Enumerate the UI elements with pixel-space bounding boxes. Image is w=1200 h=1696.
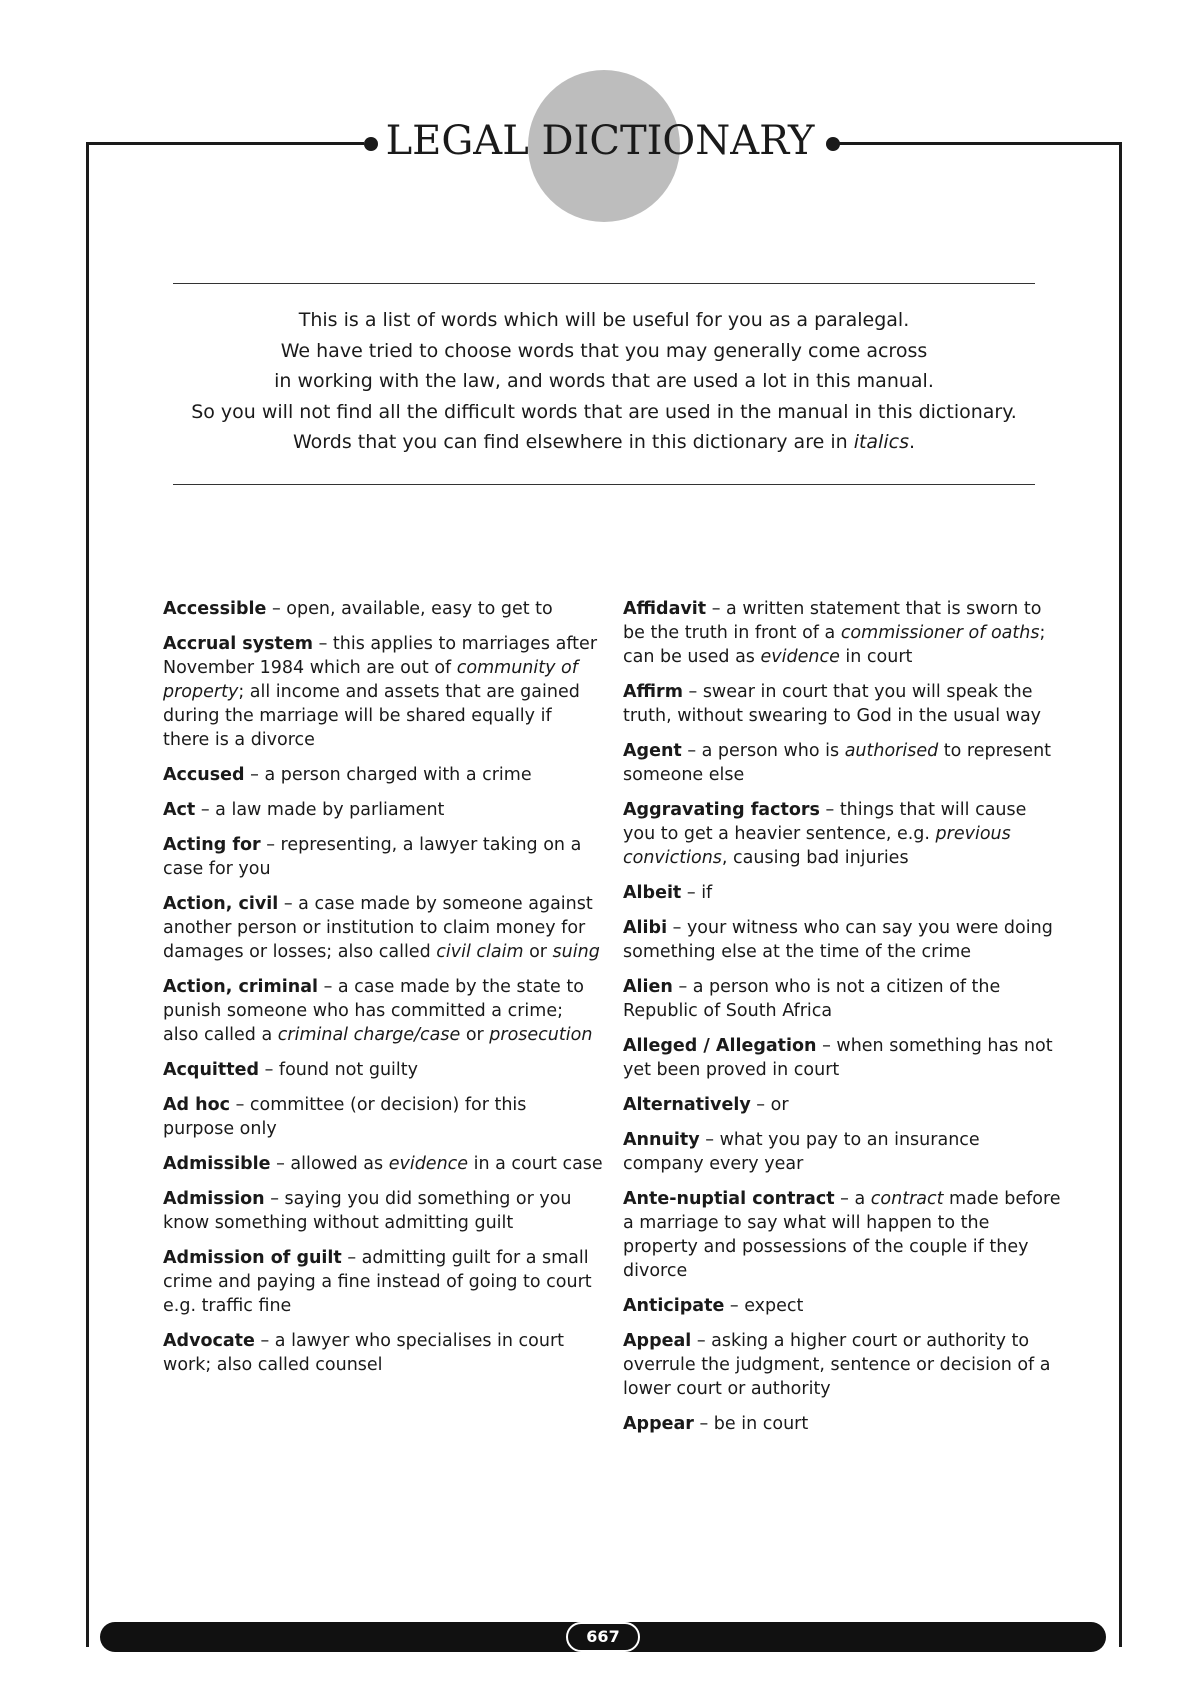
entry-definition: – a case made by the state to punish someone who has committed a crime; also called a — [163, 977, 584, 1045]
entry-term: Acquitted — [163, 1060, 260, 1080]
entry-definition: – committee (or decision) for this purpose only — [163, 1095, 527, 1139]
dictionary-entry — [623, 1329, 1063, 1401]
dictionary-entry — [623, 1412, 1063, 1436]
entry-term: Anticipate — [623, 1296, 725, 1316]
entry-definition: – allowed as — [270, 1154, 389, 1174]
intro-line: We have tried to choose words that you may generally come across — [280, 339, 928, 362]
dictionary-entry — [623, 916, 1063, 964]
entry-term: Alternatively — [623, 1095, 751, 1115]
entry-cross-reference: suing — [552, 942, 600, 962]
intro-bottom-rule — [173, 484, 1035, 485]
intro-paragraph — [150, 305, 1058, 458]
entry-definition: or — [460, 1025, 490, 1045]
entry-cross-reference: prosecution — [489, 1025, 593, 1045]
entry-definition: made before a marriage to say what will happen to the property and possessions of the couple if they divorce — [623, 1189, 1061, 1281]
frame-top-right-rule — [832, 142, 1122, 145]
entry-cross-reference: evidence — [388, 1154, 469, 1174]
bullet-dot-icon — [364, 137, 378, 151]
entry-term: Ante-nuptial contract — [623, 1189, 835, 1209]
entry-term: Alien — [623, 977, 673, 997]
entry-definition: – a law made by parliament — [195, 800, 445, 820]
page-number: 667 — [566, 1622, 640, 1652]
dictionary-entry — [163, 892, 603, 964]
entry-term: Alibi — [623, 918, 668, 938]
frame-right-rule — [1119, 142, 1122, 1647]
entry-definition: , causing bad injuries — [721, 848, 909, 868]
entry-definition: – open, available, easy to get to — [266, 599, 553, 619]
entry-term: Aggravating factors — [623, 800, 820, 820]
entry-term: Action, civil — [163, 894, 279, 914]
entry-term: Agent — [623, 741, 682, 761]
dictionary-column-left — [163, 597, 603, 1388]
dictionary-entry — [623, 1093, 1063, 1117]
entry-definition: – this applies to marriages after November 1984 which are out of — [163, 634, 598, 678]
entry-term: Accused — [163, 765, 245, 785]
entry-definition: – what you pay to an insurance company every year — [623, 1130, 980, 1174]
entry-definition: in a court case — [468, 1154, 603, 1174]
dictionary-entry — [163, 1246, 603, 1318]
dictionary-entry — [163, 632, 603, 752]
entry-definition: – swear in court that you will speak the truth, without swearing to God in the usual way — [623, 682, 1042, 726]
dictionary-entry — [163, 1187, 603, 1235]
entry-cross-reference: previous convictions — [623, 824, 1011, 868]
dictionary-entry — [623, 1128, 1063, 1176]
entry-definition: in court — [839, 647, 913, 667]
entry-definition: ; can be used as — [623, 623, 1046, 667]
entry-term: Admission — [163, 1189, 265, 1209]
entry-term: Advocate — [163, 1331, 255, 1351]
entry-definition: – a case made by someone against another person or institution to claim money for damages or losses; also called — [163, 894, 593, 962]
intro-line-text: Words that you can find elsewhere in this dictionary are in — [292, 431, 854, 453]
entry-term: Act — [163, 800, 196, 820]
entry-definition: or — [523, 942, 553, 962]
dictionary-entry — [623, 881, 1063, 905]
entry-definition: – a person who is not a citizen of the Republic of South Africa — [623, 977, 1001, 1021]
dictionary-entry — [623, 1187, 1063, 1283]
entry-term: Admissible — [163, 1154, 271, 1174]
intro-line: So you will not find all the difficult words that are used in the manual in this dictionary. — [191, 400, 1017, 423]
entry-definition: – asking a higher court or authority to overrule the judgment, sentence or decision of a lower court or authority — [623, 1331, 1051, 1399]
entry-term: Albeit — [623, 883, 682, 903]
entry-definition: – a person charged with a crime — [244, 765, 532, 785]
dictionary-column-right — [623, 597, 1063, 1447]
entry-cross-reference: contract — [870, 1189, 944, 1209]
entry-definition: – or — [750, 1095, 789, 1115]
entry-term: Ad hoc — [163, 1095, 231, 1115]
entry-term: Affirm — [623, 682, 683, 702]
dictionary-entry — [623, 680, 1063, 728]
intro-top-rule — [173, 283, 1035, 284]
entry-definition: – expect — [724, 1296, 804, 1316]
entry-definition: – a — [834, 1189, 871, 1209]
entry-definition: – when something has not yet been proved in court — [623, 1036, 1053, 1080]
dictionary-entry — [163, 1058, 603, 1082]
entry-cross-reference: criminal charge/case — [277, 1025, 461, 1045]
entry-definition: – found not guilty — [259, 1060, 418, 1080]
entry-cross-reference: authorised — [844, 741, 939, 761]
entry-term: Acting for — [163, 835, 261, 855]
entry-definition: – representing, a lawyer taking on a case for you — [163, 835, 582, 879]
entry-term: Accrual system — [163, 634, 313, 654]
dictionary-entry — [623, 1034, 1063, 1082]
intro-italics-word: italics — [853, 431, 909, 453]
frame-top-left-rule — [86, 142, 364, 145]
entry-definition: – a lawyer who specialises in court work; also called counsel — [163, 1331, 565, 1375]
dictionary-entry — [623, 975, 1063, 1023]
dictionary-entry — [623, 798, 1063, 870]
page-title: LEGAL DICTIONARY — [385, 118, 815, 164]
entry-definition: – if — [681, 883, 713, 903]
entry-term: Appear — [623, 1414, 694, 1434]
entry-definition: – things that will cause you to get a heavier sentence, e.g. — [623, 800, 1027, 844]
intro-line-end: . — [908, 431, 916, 453]
dictionary-entry — [163, 798, 603, 822]
entry-definition: – your witness who can say you were doing something else at the time of the crime — [623, 918, 1053, 962]
entry-term: Accessible — [163, 599, 267, 619]
entry-cross-reference: commissioner of oaths — [840, 623, 1040, 643]
entry-term: Action, criminal — [163, 977, 319, 997]
dictionary-entry — [163, 975, 603, 1047]
entry-definition: – admitting guilt for a small crime and paying a fine instead of going to court e.g. traffic fine — [163, 1248, 592, 1316]
entry-definition: to represent someone else — [623, 741, 1052, 785]
dictionary-entry — [163, 1093, 603, 1141]
entry-term: Affidavit — [623, 599, 707, 619]
frame-left-rule — [86, 142, 89, 1647]
bullet-dot-icon — [826, 137, 840, 151]
dictionary-entry — [163, 1329, 603, 1377]
dictionary-entry — [623, 1294, 1063, 1318]
entry-definition: – a person who is — [681, 741, 845, 761]
intro-line: in working with the law, and words that are used a lot in this manual. — [274, 370, 934, 392]
dictionary-entry — [623, 739, 1063, 787]
entry-cross-reference: community of property — [163, 658, 578, 702]
entry-term: Alleged / Allegation — [623, 1036, 817, 1056]
entry-definition: – a written statement that is sworn to be the truth in front of a — [623, 599, 1042, 643]
entry-definition: – be in court — [693, 1414, 809, 1434]
entry-definition: – saying you did something or you know something without admitting guilt — [163, 1189, 572, 1233]
dictionary-entry — [163, 833, 603, 881]
dictionary-entry — [163, 597, 603, 621]
intro-line: This is a list of words which will be useful for you as a paralegal. — [298, 309, 910, 331]
intro-line-italics-note — [150, 427, 1058, 458]
dictionary-entry — [163, 1152, 603, 1176]
entry-definition: ; all income and assets that are gained during the marriage will be shared equally if there is a divorce — [163, 682, 580, 750]
entry-cross-reference: evidence — [760, 647, 840, 667]
entry-term: Appeal — [623, 1331, 692, 1351]
dictionary-entry — [163, 763, 603, 787]
entry-term: Annuity — [623, 1130, 700, 1150]
entry-cross-reference: civil claim — [436, 942, 524, 962]
entry-term: Admission of guilt — [163, 1248, 342, 1268]
dictionary-entry — [623, 597, 1063, 669]
